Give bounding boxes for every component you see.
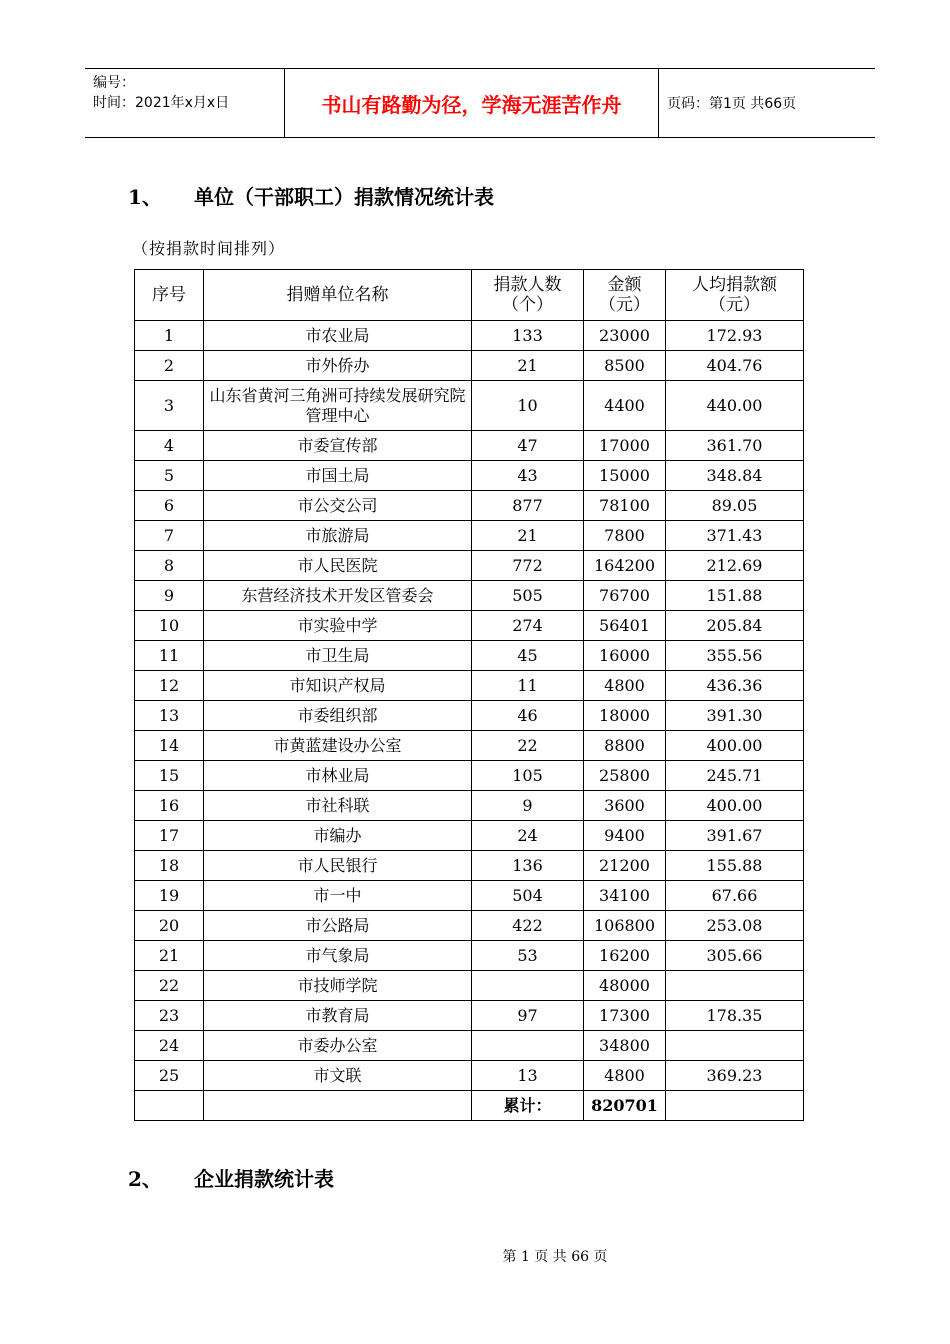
cell-seq: 22 xyxy=(135,971,204,1001)
cell-amount: 48000 xyxy=(584,971,666,1001)
cell-name: 市实验中学 xyxy=(204,611,472,641)
section-2-title: 企业捐款统计表 xyxy=(194,1167,334,1191)
cell-people: 24 xyxy=(472,821,584,851)
cell-name: 市公交公司 xyxy=(204,491,472,521)
cell-avg: 253.08 xyxy=(666,911,804,941)
cell-amount: 78100 xyxy=(584,491,666,521)
cell-people: 97 xyxy=(472,1001,584,1031)
cell-amount: 56401 xyxy=(584,611,666,641)
cell-name: 市委宣传部 xyxy=(204,431,472,461)
cell-people: 21 xyxy=(472,351,584,381)
cell-people: 274 xyxy=(472,611,584,641)
header-avg-line2: （元） xyxy=(709,295,760,315)
cell-avg: 400.00 xyxy=(666,791,804,821)
cell-people: 772 xyxy=(472,551,584,581)
cell-seq: 25 xyxy=(135,1061,204,1091)
cell-seq: 2 xyxy=(135,351,204,381)
cell-avg xyxy=(666,971,804,1001)
cell-seq: 12 xyxy=(135,671,204,701)
cell-avg: 172.93 xyxy=(666,321,804,351)
cell-name: 市旅游局 xyxy=(204,521,472,551)
table-row xyxy=(135,821,804,851)
table-row xyxy=(135,611,804,641)
cell-seq: 6 xyxy=(135,491,204,521)
cell-avg: 391.30 xyxy=(666,701,804,731)
cell-people: 9 xyxy=(472,791,584,821)
cell-people: 505 xyxy=(472,581,584,611)
header-amount-line2: （元） xyxy=(599,295,650,315)
cell-name: 市农业局 xyxy=(204,321,472,351)
table-row xyxy=(135,351,804,381)
cell-name: 市编办 xyxy=(204,821,472,851)
table-total-row xyxy=(135,1091,804,1121)
header-amount xyxy=(584,270,666,321)
total-empty-avg xyxy=(666,1091,804,1121)
total-label: 累计： xyxy=(472,1091,584,1121)
cell-people: 877 xyxy=(472,491,584,521)
section-1-title: 单位（干部职工）捐款情况统计表 xyxy=(194,185,494,209)
cell-amount: 18000 xyxy=(584,701,666,731)
cell-amount: 4800 xyxy=(584,1061,666,1091)
table-row xyxy=(135,851,804,881)
cell-seq: 4 xyxy=(135,431,204,461)
table-row xyxy=(135,971,804,1001)
cell-people xyxy=(472,971,584,1001)
header-motto: 书山有路勤为径，学海无涯苦作舟 xyxy=(285,69,659,137)
time-label: 时间：2021年x月x日 xyxy=(93,95,230,111)
cell-amount: 15000 xyxy=(584,461,666,491)
cell-avg: 391.67 xyxy=(666,821,804,851)
table-row xyxy=(135,701,804,731)
table-row xyxy=(135,881,804,911)
cell-avg: 369.23 xyxy=(666,1061,804,1091)
section-2-heading xyxy=(128,1163,334,1192)
header-seq: 序号 xyxy=(135,270,204,321)
cell-amount: 164200 xyxy=(584,551,666,581)
cell-name: 市人民医院 xyxy=(204,551,472,581)
cell-seq: 9 xyxy=(135,581,204,611)
cell-people: 133 xyxy=(472,321,584,351)
cell-amount: 3600 xyxy=(584,791,666,821)
cell-name: 山东省黄河三角洲可持续发展研究院管理中心 xyxy=(204,381,472,431)
header-name: 捐赠单位名称 xyxy=(204,270,472,321)
cell-amount: 4800 xyxy=(584,671,666,701)
cell-seq: 7 xyxy=(135,521,204,551)
cell-name: 市委组织部 xyxy=(204,701,472,731)
header-meta xyxy=(85,69,285,137)
cell-amount: 16200 xyxy=(584,941,666,971)
cell-name: 东营经济技术开发区管委会 xyxy=(204,581,472,611)
header-people-line1: 捐款人数 xyxy=(493,275,562,295)
cell-name: 市气象局 xyxy=(204,941,472,971)
cell-seq: 15 xyxy=(135,761,204,791)
header-people-line2: （个） xyxy=(502,295,553,315)
cell-seq: 20 xyxy=(135,911,204,941)
cell-avg: 355.56 xyxy=(666,641,804,671)
cell-seq: 5 xyxy=(135,461,204,491)
cell-seq: 11 xyxy=(135,641,204,671)
cell-people: 53 xyxy=(472,941,584,971)
table-row xyxy=(135,731,804,761)
cell-name: 市公路局 xyxy=(204,911,472,941)
cell-seq: 3 xyxy=(135,381,204,431)
cell-amount: 106800 xyxy=(584,911,666,941)
cell-avg: 404.76 xyxy=(666,351,804,381)
cell-amount: 76700 xyxy=(584,581,666,611)
table-row xyxy=(135,761,804,791)
cell-amount: 8800 xyxy=(584,731,666,761)
cell-people: 21 xyxy=(472,521,584,551)
cell-avg: 155.88 xyxy=(666,851,804,881)
cell-seq: 1 xyxy=(135,321,204,351)
table-row xyxy=(135,551,804,581)
cell-people: 45 xyxy=(472,641,584,671)
cell-amount: 25800 xyxy=(584,761,666,791)
cell-seq: 18 xyxy=(135,851,204,881)
cell-amount: 8500 xyxy=(584,351,666,381)
header-amount-line1: 金额 xyxy=(607,275,642,295)
cell-avg: 89.05 xyxy=(666,491,804,521)
document-header xyxy=(85,68,875,138)
cell-avg: 151.88 xyxy=(666,581,804,611)
table-row xyxy=(135,941,804,971)
header-people xyxy=(472,270,584,321)
table-row xyxy=(135,431,804,461)
table-header-row xyxy=(135,270,804,321)
cell-amount: 4400 xyxy=(584,381,666,431)
cell-seq: 8 xyxy=(135,551,204,581)
total-empty-name xyxy=(204,1091,472,1121)
table-row xyxy=(135,791,804,821)
cell-people: 43 xyxy=(472,461,584,491)
cell-amount: 34100 xyxy=(584,881,666,911)
cell-avg: 67.66 xyxy=(666,881,804,911)
cell-name: 市技师学院 xyxy=(204,971,472,1001)
cell-name: 市林业局 xyxy=(204,761,472,791)
cell-name: 市教育局 xyxy=(204,1001,472,1031)
cell-amount: 16000 xyxy=(584,641,666,671)
cell-name: 市黄蓝建设办公室 xyxy=(204,731,472,761)
section-2-number: 2、 xyxy=(128,1167,162,1191)
cell-amount: 34800 xyxy=(584,1031,666,1061)
cell-seq: 10 xyxy=(135,611,204,641)
cell-avg: 205.84 xyxy=(666,611,804,641)
table-row xyxy=(135,641,804,671)
page-footer: 第 1 页 共 66 页 xyxy=(502,1249,608,1265)
cell-seq: 14 xyxy=(135,731,204,761)
cell-seq: 24 xyxy=(135,1031,204,1061)
total-empty-seq xyxy=(135,1091,204,1121)
cell-avg: 371.43 xyxy=(666,521,804,551)
cell-name: 市社科联 xyxy=(204,791,472,821)
cell-people: 136 xyxy=(472,851,584,881)
header-avg-line1: 人均捐款额 xyxy=(692,275,777,295)
cell-people: 11 xyxy=(472,671,584,701)
cell-avg: 348.84 xyxy=(666,461,804,491)
table-body xyxy=(135,321,804,1091)
cell-people: 10 xyxy=(472,381,584,431)
cell-avg: 212.69 xyxy=(666,551,804,581)
cell-name: 市文联 xyxy=(204,1061,472,1091)
cell-name: 市外侨办 xyxy=(204,351,472,381)
cell-amount: 9400 xyxy=(584,821,666,851)
cell-people: 13 xyxy=(472,1061,584,1091)
cell-avg: 440.00 xyxy=(666,381,804,431)
table-row xyxy=(135,461,804,491)
cell-name: 市国土局 xyxy=(204,461,472,491)
section-1-heading xyxy=(128,181,494,210)
cell-amount: 7800 xyxy=(584,521,666,551)
cell-name: 市卫生局 xyxy=(204,641,472,671)
cell-seq: 21 xyxy=(135,941,204,971)
table-row xyxy=(135,671,804,701)
cell-seq: 16 xyxy=(135,791,204,821)
cell-amount: 17300 xyxy=(584,1001,666,1031)
cell-seq: 23 xyxy=(135,1001,204,1031)
cell-seq: 17 xyxy=(135,821,204,851)
cell-amount: 21200 xyxy=(584,851,666,881)
cell-avg: 178.35 xyxy=(666,1001,804,1031)
cell-name: 市一中 xyxy=(204,881,472,911)
cell-avg: 245.71 xyxy=(666,761,804,791)
cell-people: 105 xyxy=(472,761,584,791)
section-1-subtitle: （按捐款时间排列） xyxy=(132,239,286,258)
total-amount: 820701 xyxy=(584,1091,666,1121)
cell-seq: 13 xyxy=(135,701,204,731)
cell-avg: 305.66 xyxy=(666,941,804,971)
donation-table xyxy=(134,269,804,1121)
cell-avg: 436.36 xyxy=(666,671,804,701)
cell-seq: 19 xyxy=(135,881,204,911)
cell-name: 市知识产权局 xyxy=(204,671,472,701)
cell-people: 504 xyxy=(472,881,584,911)
cell-avg: 400.00 xyxy=(666,731,804,761)
cell-name: 市人民银行 xyxy=(204,851,472,881)
cell-people: 46 xyxy=(472,701,584,731)
cell-avg xyxy=(666,1031,804,1061)
table-row xyxy=(135,381,804,431)
table-row xyxy=(135,521,804,551)
cell-people: 422 xyxy=(472,911,584,941)
table-row xyxy=(135,1061,804,1091)
cell-amount: 17000 xyxy=(584,431,666,461)
cell-people: 47 xyxy=(472,431,584,461)
table-row xyxy=(135,491,804,521)
table-row xyxy=(135,911,804,941)
section-1-number: 1、 xyxy=(128,185,162,209)
cell-avg: 361.70 xyxy=(666,431,804,461)
cell-name: 市委办公室 xyxy=(204,1031,472,1061)
code-label: 编号： xyxy=(93,75,135,91)
table-row xyxy=(135,1031,804,1061)
table-row xyxy=(135,581,804,611)
cell-people: 22 xyxy=(472,731,584,761)
header-page-number: 页码：第1页 共66页 xyxy=(667,96,797,112)
cell-people xyxy=(472,1031,584,1061)
table-row xyxy=(135,1001,804,1031)
header-avg xyxy=(666,270,804,321)
cell-amount: 23000 xyxy=(584,321,666,351)
table-row xyxy=(135,321,804,351)
